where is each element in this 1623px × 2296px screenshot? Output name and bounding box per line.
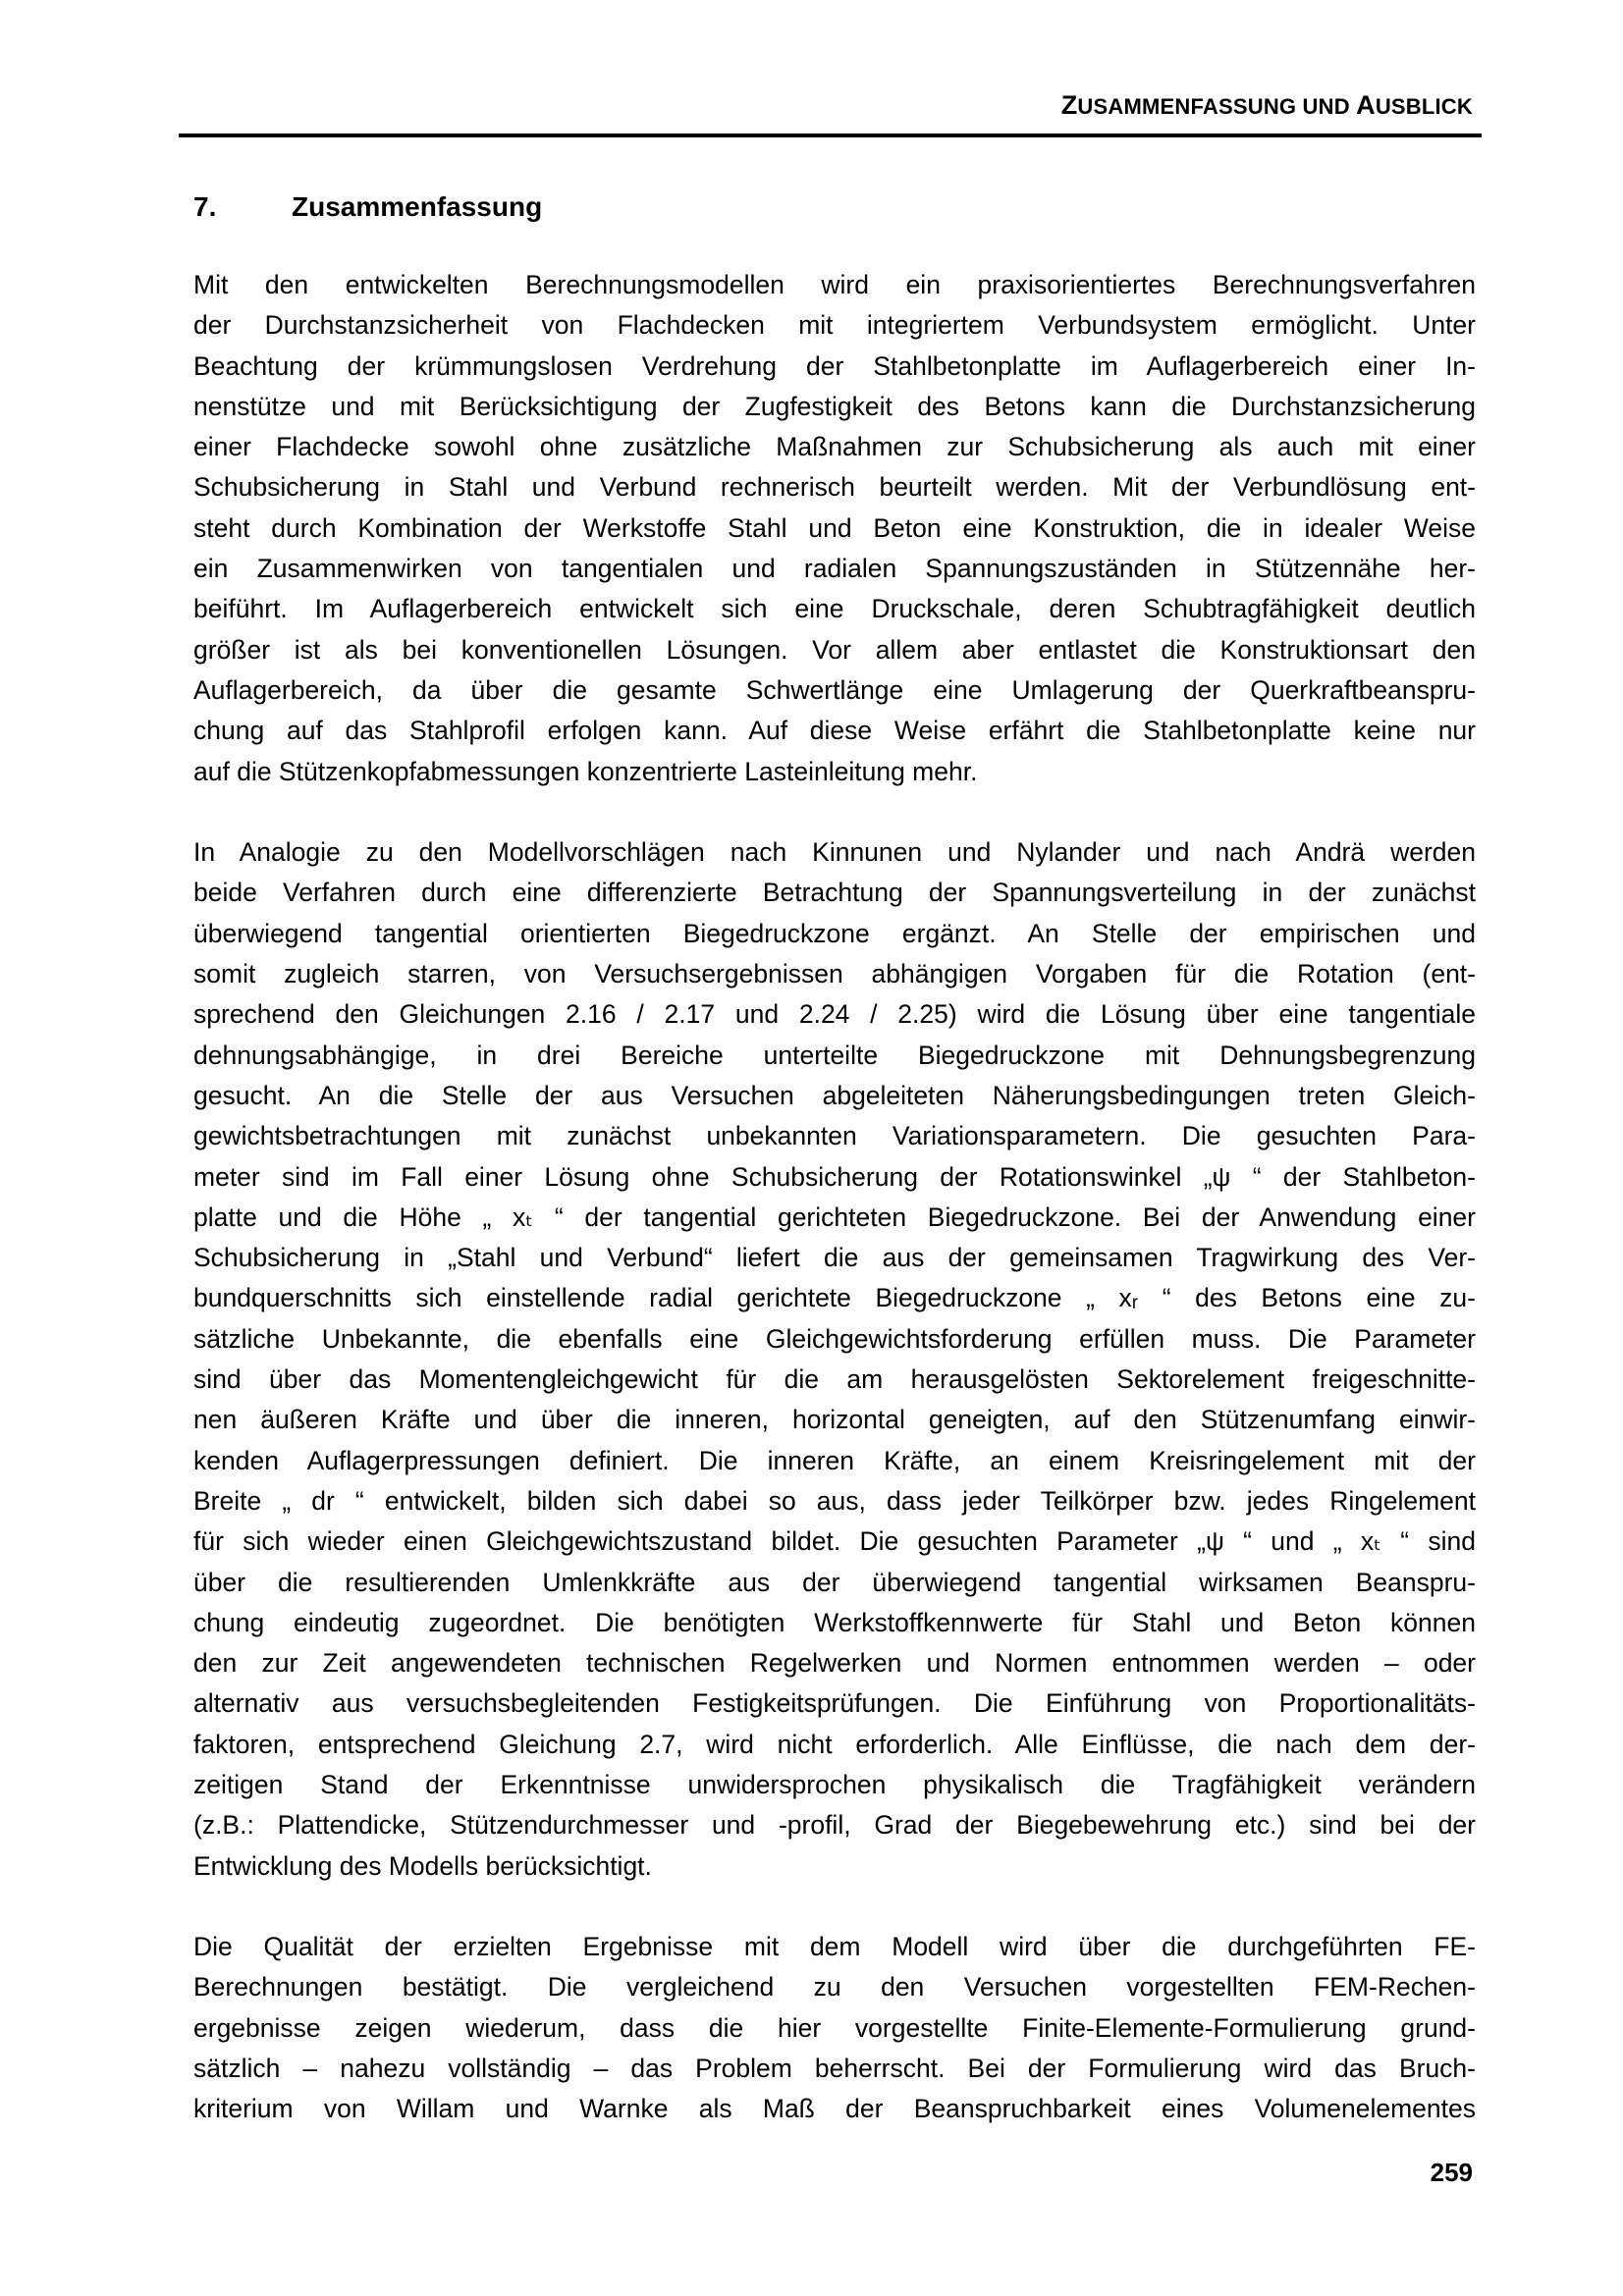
text-line: steht durch Kombination der Werkstoffe Stahl und Beton eine Konstruktion, die in idealer Weise [193,512,1476,543]
text-line: für sich wieder einen Gleichgewichtszustand bildet. Die gesuchten Parameter „ψ “ und „ xₜ “ sind [193,1526,1476,1557]
text-line: der Durchstanzsicherheit von Flachdecken mit integriertem Verbundsystem ermöglicht. Unter [193,310,1476,341]
text-line: Auflagerbereich, da über die gesamte Schwertlänge eine Umlagerung der Querkraftbeanspru- [193,674,1476,705]
text-line: Berechnungen bestätigt. Die vergleichend zu den Versuchen vorgestellten FEM-Rechen- [193,1972,1476,2002]
text-line: faktoren, entsprechend Gleichung 2.7, wird nicht erforderlich. Alle Einflüsse, die nach dem der- [193,1729,1476,1759]
paragraph-1 [193,265,1476,792]
text-line: kriterium von Willam und Warnke als Maß der Beanspruchbarkeit eines Volumenelementes [193,2094,1476,2124]
body-text [193,265,1476,2170]
text-line: nenstütze und mit Berücksichtigung der Zugfestigkeit des Betons kann die Durchstanzsicherung [193,391,1476,421]
text-line: Entwicklung des Modells berücksichtigt. [193,1850,652,1881]
running-header: ZUSAMMENFASSUNG UND AUSBLICK [1060,90,1473,120]
text-line: ergebnisse zeigen wiederum, dass die hier vorgestellte Finite-Elemente-Formulierung grund- [193,2012,1476,2043]
text-line: Schubsicherung in „Stahl und Verbund“ liefert die aus der gemeinsamen Tragwirkung des Ver- [193,1243,1476,1273]
text-line: sind über das Momentengleichgewicht für die am herausgelösten Sektorelement freigeschnitte- [193,1364,1476,1395]
text-line: überwiegend tangential orientierten Biegedruckzone ergänzt. An Stelle der empirischen und [193,918,1476,948]
text-line: zeitigen Stand der Erkenntnisse unwidersprochen physikalisch die Tragfähigkeit verändern [193,1769,1476,1799]
text-line: chung auf das Stahlprofil erfolgen kann. Auf diese Weise erfährt die Stahlbetonplatte keine nur [193,716,1476,746]
text-line: platte und die Höhe „ xₜ “ der tangential gerichteten Biegedruckzone. Bei der Anwendung einer [193,1201,1476,1232]
text-line: bundquerschnitts sich einstellende radial gerichtete Biegedruckzone „ xᵣ “ des Betons eine zu- [193,1283,1476,1313]
text-line: Die Qualität der erzielten Ergebnisse mit dem Modell wird über die durchgeführten FE- [193,1932,1476,1962]
text-line: auf die Stützenkopfabmessungen konzentrierte Lasteinleitung mehr. [193,756,978,786]
text-line: einer Flachdecke sowohl ohne zusätzliche Maßnahmen zur Schubsicherung als auch mit einer [193,432,1476,462]
text-line: gewichtsbetrachtungen mit zunächst unbekannten Variationsparametern. Die gesuchten Para- [193,1121,1476,1151]
text-line: sätzlich – nahezu vollständig – das Problem beherrscht. Bei der Formulierung wird das Bruch- [193,2054,1476,2084]
text-line: Schubsicherung in Stahl und Verbund rechnerisch beurteilt werden. Mit der Verbundlösung ent- [193,472,1476,503]
paragraph-3 [193,1927,1476,2129]
section-heading [193,191,542,223]
text-line: sprechend den Gleichungen 2.16 / 2.17 und 2.24 / 2.25) wird die Lösung über eine tangentiale [193,999,1476,1030]
text-line: Mit den entwickelten Berechnungsmodellen wird ein praxisorientiertes Berechnungsverfahren [193,270,1476,299]
text-line: den zur Zeit angewendeten technischen Regelwerken und Normen entnommen werden – oder [193,1648,1476,1679]
text-line: somit zugleich starren, von Versuchsergebnissen abhängigen Vorgaben für die Rotation (ent- [193,959,1476,989]
paragraph-2 [193,832,1476,1887]
text-line: dehnungsabhängige, in drei Bereiche unterteilte Biegedruckzone mit Dehnungsbegrenzung [193,1040,1476,1070]
text-line: größer ist als bei konventionellen Lösungen. Vor allem aber entlastet die Konstruktionsart den [193,634,1476,665]
text-line: Breite „ dr “ entwickelt, bilden sich dabei so aus, dass jeder Teilkörper bzw. jedes Ringelement [193,1485,1476,1516]
section-title: Zusammenfassung [292,191,543,222]
text-line: kenden Auflagerpressungen definiert. Die inneren Kräfte, an einem Kreisringelement mit der [193,1445,1476,1475]
text-line: chung eindeutig zugeordnet. Die benötigten Werkstoffkennwerte für Stahl und Beton können [193,1607,1476,1637]
text-line: gesucht. An die Stelle der aus Versuchen abgeleiteten Näherungsbedingungen treten Gleich- [193,1080,1476,1110]
text-line: beiführt. Im Auflagerbereich entwickelt sich eine Druckschale, deren Schubtragfähigkeit deutlich [193,594,1476,624]
text-line: In Analogie zu den Modellvorschlägen nach Kinnunen und Nylander und nach Andrä werden [193,837,1476,868]
text-line: meter sind im Fall einer Lösung ohne Schubsicherung der Rotationswinkel „ψ “ der Stahlbeton- [193,1161,1476,1192]
section-number: 7. [193,191,217,222]
text-line: Beachtung der krümmungslosen Verdrehung der Stahlbetonplatte im Auflagerbereich einer In- [193,350,1476,381]
text-line: sätzliche Unbekannte, die ebenfalls eine Gleichgewichtsforderung erfüllen muss. Die Parameter [193,1323,1476,1354]
text-line: über die resultierenden Umlenkkräfte aus der überwiegend tangential wirksamen Beanspru- [193,1567,1476,1597]
text-line: (z.B.: Plattendicke, Stützendurchmesser und -profil, Grad der Biegebewehrung etc.) sind bei der [193,1810,1476,1841]
text-line: nen äußeren Kräfte und über die inneren, horizontal geneigten, auf den Stützenumfang einwir- [193,1405,1476,1435]
page-number: 259 [1430,2158,1473,2187]
text-line: ein Zusammenwirken von tangentialen und radialen Spannungszuständen in Stützennähe her- [193,554,1476,584]
text-line: beide Verfahren durch eine differenzierte Betrachtung der Spannungsverteilung in der zunächst [193,878,1476,908]
text-line: alternativ aus versuchsbegleitenden Festigkeitsprüfungen. Die Einführung von Proportionalitäts- [193,1688,1476,1719]
header-rule [179,133,1482,137]
